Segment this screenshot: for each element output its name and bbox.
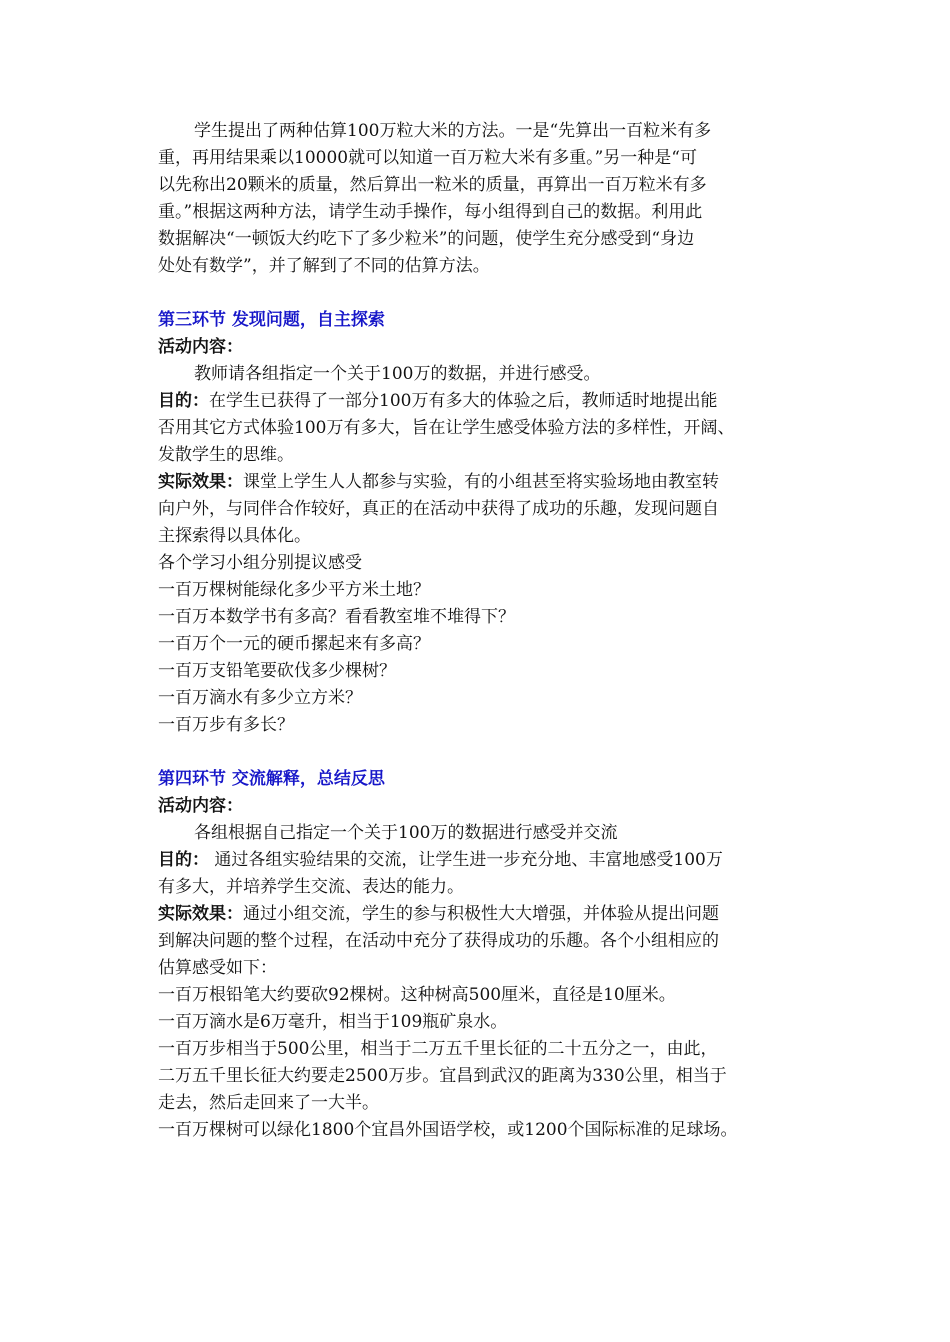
purpose-line [158,388,818,415]
spacer [158,280,818,307]
intro-line: 数据解决“一顿饭大约吃下了多少粒米”的问题，使学生充分感受到“身边 [158,229,695,249]
section-3 [158,307,818,739]
list-item: 一百万本数学书有多高？看看教室堆不堆得下？ [158,607,515,627]
effect-text: 估算感受如下： [158,958,277,978]
intro-line: 学生提出了两种估算100万粒大米的方法。一是“先算出一百粒米有多 [194,121,712,141]
list-item: 一百万滴水是6万毫升，相当于109瓶矿泉水。 [158,1012,508,1032]
purpose-text: 有多大，并培养学生交流、表达的能力。 [158,877,464,897]
list-item: 二万五千里长征大约要走2500万步。宜昌到武汉的距离为330公里，相当于 [158,1066,727,1086]
intro-paragraph [158,118,818,280]
list-item: 一百万支铅笔要砍伐多少棵树？ [158,661,396,681]
purpose-text: 否用其它方式体验100万有多大，旨在让学生感受体验方法的多样性，开阔、 [158,418,735,438]
activity-text: 各组根据自己指定一个关于100万的数据进行感受并交流 [194,823,618,843]
effect-label: 实际效果： [158,904,243,924]
purpose-label: 目的： [158,391,209,411]
intro-line: 处处有数学”，并了解到了不同的估算方法。 [158,256,490,276]
section-heading: 第四环节 交流解释，总结反思 [158,769,385,789]
effect-text: 主探索得以具体化。 [158,526,311,546]
effect-text: 到解决问题的整个过程，在活动中充分了获得成功的乐趣。各个小组相应的 [158,931,719,951]
list-item: 一百万步相当于500公里，相当于二万五千里长征的二十五分之一，由此， [158,1039,718,1059]
section-4 [158,766,818,1144]
section-heading: 第三环节 发现问题，自主探索 [158,310,385,330]
purpose-text: 通过各组实验结果的交流，让学生进一步充分地、丰富地感受100万 [209,850,723,870]
effect-text: 向户外，与同伴合作较好，真正的在活动中获得了成功的乐趣，发现问题自 [158,499,719,519]
purpose-line [158,847,818,874]
effect-label: 实际效果： [158,472,243,492]
effect-text: 课堂上学生人人都参与实验，有的小组甚至将实验场地由教室转 [243,472,719,492]
spacer [158,739,818,766]
activity-label: 活动内容： [158,796,243,816]
effect-line [158,469,818,496]
list-item: 走去，然后走回来了一大半。 [158,1093,379,1113]
intro-line: 重。”根据这两种方法，请学生动手操作，每小组得到自己的数据。利用此 [158,202,703,222]
purpose-text: 在学生已获得了一部分100万有多大的体验之后，教师适时地提出能 [209,391,718,411]
effect-text: 通过小组交流，学生的参与积极性大大增强，并体验从提出问题 [243,904,719,924]
intro-line: 重，再用结果乘以10000就可以知道一百万粒大米有多重。”另一种是“可 [158,148,697,168]
purpose-label: 目的： [158,850,209,870]
list-item: 一百万棵树可以绿化1800个宜昌外国语学校，或1200个国际标准的足球场。 [158,1120,738,1140]
activity-text: 教师请各组指定一个关于100万的数据，并进行感受。 [194,364,601,384]
list-item: 一百万根铅笔大约要砍92棵树。这种树高500厘米，直径是10厘米。 [158,985,676,1005]
list-item: 一百万棵树能绿化多少平方米土地？ [158,580,430,600]
document-page [158,118,818,1144]
list-item: 一百万个一元的硬币摞起来有多高？ [158,634,430,654]
activity-label: 活动内容： [158,337,243,357]
intro-line: 以先称出20颗米的质量，然后算出一粒米的质量，再算出一百万粒米有多 [158,175,707,195]
effect-line [158,901,818,928]
list-item: 各个学习小组分别提议感受 [158,553,362,573]
list-item: 一百万步有多长？ [158,715,294,735]
purpose-text: 发散学生的思维。 [158,445,294,465]
list-item: 一百万滴水有多少立方米？ [158,688,362,708]
